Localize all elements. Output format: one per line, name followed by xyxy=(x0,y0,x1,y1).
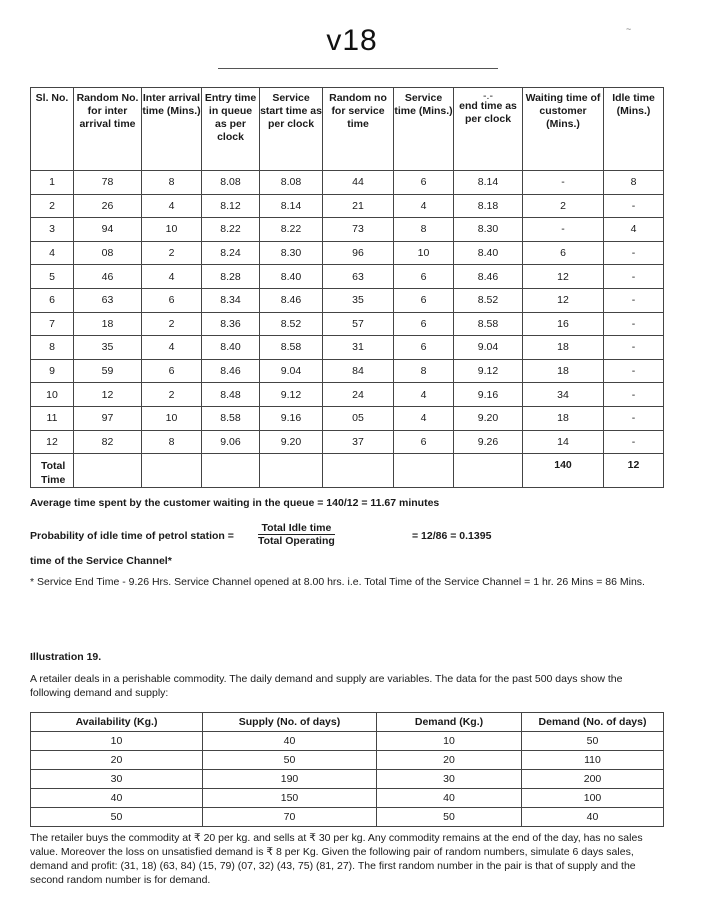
table-cell: 8.58 xyxy=(202,406,260,430)
table-cell: 18 xyxy=(523,406,604,430)
table-cell: 2 xyxy=(523,194,604,218)
table-cell: 4 xyxy=(142,265,202,289)
supply-demand-header-row xyxy=(31,713,664,732)
table-cell: 8.52 xyxy=(260,312,323,336)
table-cell: 8.46 xyxy=(202,359,260,383)
table-cell: 31 xyxy=(323,336,394,360)
total-label: Total Time xyxy=(31,454,74,488)
table-cell: 4 xyxy=(394,194,454,218)
table-cell: 14 xyxy=(523,430,604,454)
table-cell: 2 xyxy=(142,312,202,336)
empty-cell xyxy=(74,454,142,488)
table-cell: 9.20 xyxy=(454,406,523,430)
footnote: * Service End Time - 9.26 Hrs. Service Channel opened at 8.00 hrs. i.e. Total Time of the Service Channel = 1 hr. 26 Mins = 86 Mins. xyxy=(30,576,645,588)
table-cell: 6 xyxy=(394,288,454,312)
empty-cell xyxy=(394,454,454,488)
table-cell: 8.22 xyxy=(260,218,323,242)
table-cell: - xyxy=(604,241,664,265)
table-cell: 4 xyxy=(394,383,454,407)
fraction-numerator: Total Idle time xyxy=(258,522,335,535)
header-rule xyxy=(218,68,498,69)
table-cell: 5 xyxy=(31,265,74,289)
table-row xyxy=(31,430,664,454)
table-cell: 40 xyxy=(203,732,377,751)
table-cell: 9.12 xyxy=(260,383,323,407)
table-row xyxy=(31,808,664,827)
table-cell: 6 xyxy=(394,312,454,336)
table-cell: 8.36 xyxy=(202,312,260,336)
table-cell: 8.30 xyxy=(260,241,323,265)
table-cell: 97 xyxy=(74,406,142,430)
table-cell: 6 xyxy=(394,171,454,195)
table-cell: 50 xyxy=(31,808,203,827)
table-cell: 8 xyxy=(31,336,74,360)
table-cell: 26 xyxy=(74,194,142,218)
col-header: Waiting time of customer (Mins.) xyxy=(523,88,604,171)
table-cell: 12 xyxy=(523,265,604,289)
table-row xyxy=(31,359,664,383)
table-row xyxy=(31,312,664,336)
col-header: Supply (No. of days) xyxy=(203,713,377,732)
table-cell: 8.52 xyxy=(454,288,523,312)
empty-cell xyxy=(454,454,523,488)
table-cell: 1 xyxy=(31,171,74,195)
table-row xyxy=(31,789,664,808)
table-cell: 73 xyxy=(323,218,394,242)
table-cell: 8.08 xyxy=(260,171,323,195)
table-cell: 50 xyxy=(377,808,522,827)
table-cell: 18 xyxy=(523,336,604,360)
table-cell: 44 xyxy=(323,171,394,195)
table-cell: 05 xyxy=(323,406,394,430)
col-header: Availability (Kg.) xyxy=(31,713,203,732)
table-cell: 63 xyxy=(323,265,394,289)
table-cell: 10 xyxy=(31,383,74,407)
table-cell: 8.22 xyxy=(202,218,260,242)
table-cell: 10 xyxy=(31,732,203,751)
table-cell: 35 xyxy=(323,288,394,312)
col-header: Service time (Mins.) xyxy=(394,88,454,171)
table-row xyxy=(31,732,664,751)
table-cell: 9.12 xyxy=(454,359,523,383)
table-cell: 11 xyxy=(31,406,74,430)
simulation-table xyxy=(30,87,664,488)
col-header: Random no for service time xyxy=(323,88,394,171)
table-cell: 9.04 xyxy=(454,336,523,360)
table-cell: 12 xyxy=(523,288,604,312)
table-cell: 8 xyxy=(394,218,454,242)
table-row xyxy=(31,336,664,360)
table-cell: 9.16 xyxy=(454,383,523,407)
table-cell: 3 xyxy=(31,218,74,242)
table-cell: 6 xyxy=(394,265,454,289)
simulation-header-row xyxy=(31,88,664,171)
table-cell: 12 xyxy=(74,383,142,407)
table-cell: 8.40 xyxy=(454,241,523,265)
table-row xyxy=(31,218,664,242)
table-cell: 9 xyxy=(31,359,74,383)
table-cell: 20 xyxy=(377,751,522,770)
fraction-denominator: Total Operating xyxy=(258,535,335,547)
table-cell: 35 xyxy=(74,336,142,360)
table-cell: 4 xyxy=(142,194,202,218)
table-cell: 96 xyxy=(323,241,394,265)
table-row xyxy=(31,406,664,430)
col-header: Entry time in queue as per clock xyxy=(202,88,260,171)
table-cell: 12 xyxy=(31,430,74,454)
table-cell: 150 xyxy=(203,789,377,808)
table-cell: 8.14 xyxy=(260,194,323,218)
empty-cell xyxy=(323,454,394,488)
table-row xyxy=(31,288,664,312)
avg-wait-line: Average time spent by the customer waiting in the queue = 140/12 = 11.67 minutes xyxy=(30,497,440,509)
table-cell: - xyxy=(604,265,664,289)
table-cell: 8 xyxy=(142,171,202,195)
table-cell: 6 xyxy=(31,288,74,312)
table-cell: - xyxy=(604,430,664,454)
table-cell: 57 xyxy=(323,312,394,336)
table-cell: 110 xyxy=(522,751,664,770)
table-cell: 50 xyxy=(203,751,377,770)
table-cell: 84 xyxy=(323,359,394,383)
table-cell: 10 xyxy=(377,732,522,751)
total-waiting: 140 xyxy=(523,454,604,488)
empty-cell xyxy=(260,454,323,488)
col-header: Demand (No. of days) xyxy=(522,713,664,732)
table-cell: 8.30 xyxy=(454,218,523,242)
table-cell: 30 xyxy=(377,770,522,789)
table-cell: 4 xyxy=(604,218,664,242)
table-cell: 18 xyxy=(523,359,604,383)
table-cell: 9.04 xyxy=(260,359,323,383)
table-cell: 6 xyxy=(394,336,454,360)
table-cell: 2 xyxy=(31,194,74,218)
table-cell: 9.06 xyxy=(202,430,260,454)
table-cell: 6 xyxy=(142,288,202,312)
table-row xyxy=(31,383,664,407)
table-cell: 9.26 xyxy=(454,430,523,454)
idle-fraction xyxy=(258,522,335,547)
table-cell: 24 xyxy=(323,383,394,407)
table-cell: 46 xyxy=(74,265,142,289)
col-header: Demand (Kg.) xyxy=(377,713,522,732)
table-cell: 190 xyxy=(203,770,377,789)
empty-cell xyxy=(202,454,260,488)
end-time-mark: -.- xyxy=(483,90,493,102)
total-row xyxy=(31,454,664,488)
page-header: v18 xyxy=(326,24,378,57)
table-cell: - xyxy=(523,218,604,242)
table-cell: - xyxy=(604,312,664,336)
table-cell: 4 xyxy=(394,406,454,430)
table-cell: 9.20 xyxy=(260,430,323,454)
empty-cell xyxy=(142,454,202,488)
prob-label: Probability of idle time of petrol station = xyxy=(30,530,234,542)
table-cell: 40 xyxy=(31,789,203,808)
table-cell: 70 xyxy=(203,808,377,827)
table-cell: 8 xyxy=(394,359,454,383)
table-cell: 78 xyxy=(74,171,142,195)
end-time-header: end time as per clock xyxy=(459,100,517,125)
table-cell: 6 xyxy=(142,359,202,383)
table-cell: 8.18 xyxy=(454,194,523,218)
table-cell: 18 xyxy=(74,312,142,336)
table-row xyxy=(31,265,664,289)
table-cell: 6 xyxy=(523,241,604,265)
table-cell: 8 xyxy=(142,430,202,454)
table-cell: 10 xyxy=(142,406,202,430)
table-cell: 8.40 xyxy=(260,265,323,289)
col-header: Inter arrival time (Mins.) xyxy=(142,88,202,171)
table-cell: 200 xyxy=(522,770,664,789)
table-cell: 2 xyxy=(142,241,202,265)
table-cell: 8.48 xyxy=(202,383,260,407)
table-cell: 8.28 xyxy=(202,265,260,289)
table-cell: 7 xyxy=(31,312,74,336)
table-cell: - xyxy=(604,406,664,430)
table-row xyxy=(31,171,664,195)
table-cell: 8.46 xyxy=(260,288,323,312)
col-header: Service start time as per clock xyxy=(260,88,323,171)
col-header: Random No. for inter arrival time xyxy=(74,88,142,171)
illustration-intro: A retailer deals in a perishable commodity. The daily demand and supply are variables. The data for the past 500 days show the following demand and supply: xyxy=(30,673,623,699)
table-cell: 8.14 xyxy=(454,171,523,195)
table-cell: 10 xyxy=(142,218,202,242)
table-cell: 8.58 xyxy=(260,336,323,360)
table-cell: 40 xyxy=(522,808,664,827)
table-cell: 40 xyxy=(377,789,522,808)
table-cell: 8.24 xyxy=(202,241,260,265)
col-header: Sl. No. xyxy=(31,88,74,171)
table-cell: 10 xyxy=(394,241,454,265)
table-cell: 8.58 xyxy=(454,312,523,336)
table-row xyxy=(31,241,664,265)
table-row xyxy=(31,751,664,770)
col-header: Idle time (Mins.) xyxy=(604,88,664,171)
total-idle: 12 xyxy=(604,454,664,488)
table-cell: 63 xyxy=(74,288,142,312)
table-cell: - xyxy=(604,288,664,312)
table-cell: 8 xyxy=(604,171,664,195)
table-cell: 8.46 xyxy=(454,265,523,289)
table-cell: 4 xyxy=(142,336,202,360)
supply-demand-table xyxy=(30,712,664,827)
table-cell: 50 xyxy=(522,732,664,751)
table-cell: 4 xyxy=(31,241,74,265)
table-cell: - xyxy=(604,336,664,360)
table-cell: 2 xyxy=(142,383,202,407)
table-cell: - xyxy=(604,383,664,407)
table-cell: 8.08 xyxy=(202,171,260,195)
table-cell: 21 xyxy=(323,194,394,218)
col-header xyxy=(454,88,523,171)
table-cell: 9.16 xyxy=(260,406,323,430)
illustration-title: Illustration 19. xyxy=(30,651,102,663)
table-cell: 16 xyxy=(523,312,604,336)
table-cell: 6 xyxy=(394,430,454,454)
service-channel-line: time of the Service Channel* xyxy=(30,555,172,567)
table-cell: 8.34 xyxy=(202,288,260,312)
illustration-closing: The retailer buys the commodity at ₹ 20 per kg. and sells at ₹ 30 per kg. Any commodity remains at the end of the day, has no sales value. Moreover the loss on unsatisfied demand is ₹ 8 per Kg. Given the following pair of random numbers, simulate 6 days sales, demand and profit: (31, 18) (63, 84) (15, 79) (07, 32) (43, 75) (81, 27). The first random number in the pair is that of supply and the second random number is for demand. xyxy=(30,832,643,886)
table-cell: 30 xyxy=(31,770,203,789)
table-cell: 34 xyxy=(523,383,604,407)
table-row xyxy=(31,194,664,218)
table-cell: 20 xyxy=(31,751,203,770)
table-cell: 82 xyxy=(74,430,142,454)
table-cell: - xyxy=(604,359,664,383)
table-cell: 37 xyxy=(323,430,394,454)
table-cell: - xyxy=(604,194,664,218)
table-cell: 8.40 xyxy=(202,336,260,360)
table-row xyxy=(31,770,664,789)
corner-mark: ~ xyxy=(626,24,632,34)
prob-value: = 12/86 = 0.1395 xyxy=(412,530,492,542)
table-cell: 8.12 xyxy=(202,194,260,218)
table-cell: 08 xyxy=(74,241,142,265)
table-cell: 94 xyxy=(74,218,142,242)
table-cell: 100 xyxy=(522,789,664,808)
table-cell: 59 xyxy=(74,359,142,383)
table-cell: - xyxy=(523,171,604,195)
